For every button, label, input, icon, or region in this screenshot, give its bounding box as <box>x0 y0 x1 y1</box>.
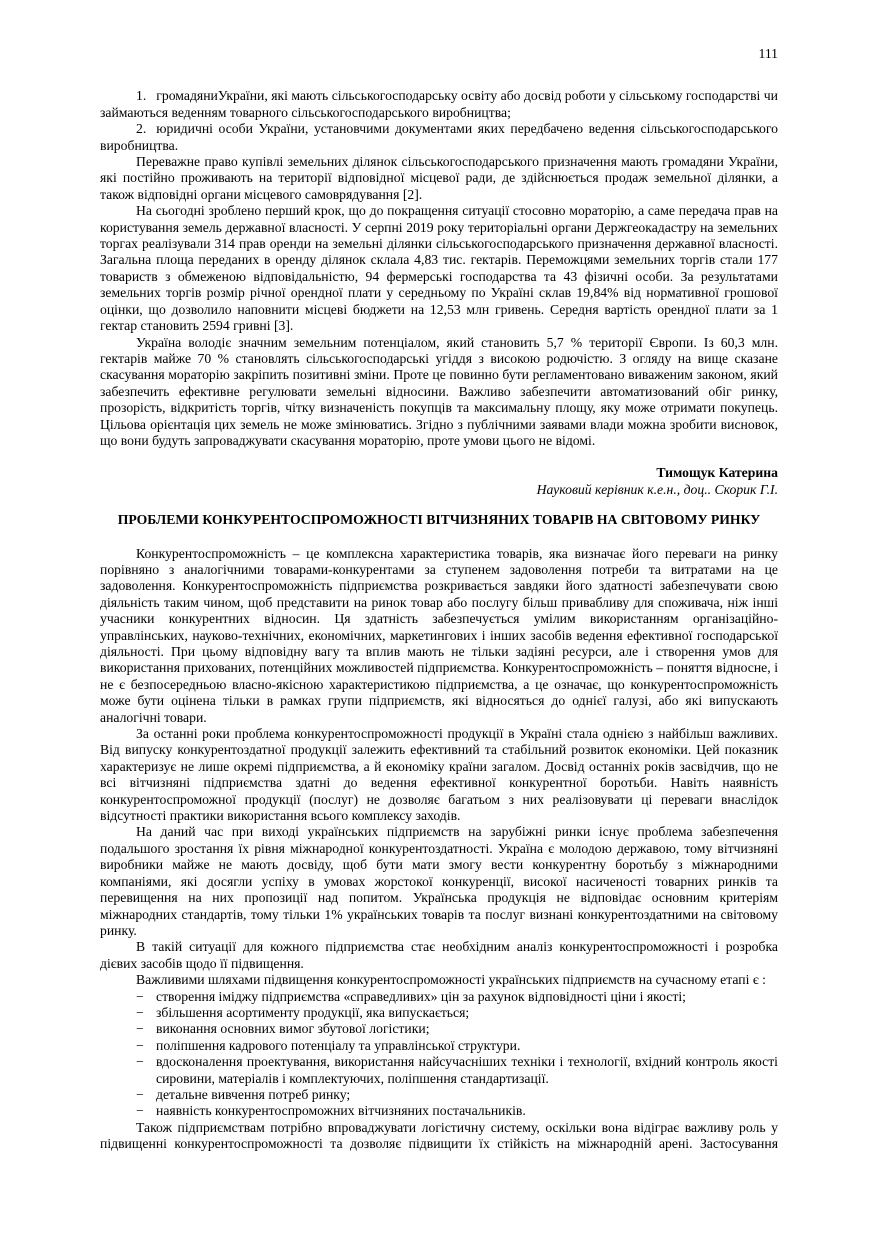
dash-marker: − <box>136 1021 144 1037</box>
byline <box>100 465 778 498</box>
bullet-item <box>100 1038 778 1054</box>
bullet-item <box>100 1103 778 1119</box>
dash-marker: − <box>136 1086 144 1102</box>
bullet-item <box>100 1087 778 1103</box>
bullet-item <box>100 1021 778 1037</box>
dash-marker: − <box>136 1004 144 1020</box>
bullet-list-intro: Важливими шляхами підвищення конкурентоспроможності українських підприємств на сучасному етапі є : <box>136 972 766 988</box>
body-paragraph: Україна володіє значним земельним потенціалом, який становить 5,7 % території Європи. Із 60,3 млн. гектарів майже 70 % становлять сільськогосподарські угіддя з високою родючістю. З огляду на вище сказане скасування мораторію закріпить позитивні зміни. Проте це повинно бути регламентовано виваженим законом, який забезпечить ефективне регулювати земельні відносини. Важливо забезпечити автоматизований обіг ринку, прозорість, відкритість торгів, чітку визначеність покупців та максимальну площу, яку може отримати покупець. Цільова орієнтація цих земель не може змінюватись. Згідно з публічними заявами влади можна зробити висновок, що вони будуть запроваджувати скасування мораторію, проте умови цього не відомі. <box>100 334 778 448</box>
list-item-number: 1. <box>136 88 147 104</box>
article-title: ПРОБЛЕМИ КОНКУРЕНТОСПРОМОЖНОСТІ ВІТЧИЗНЯНИХ ТОВАРІВ НА СВІТОВОМУ РИНКУ <box>117 512 761 528</box>
list-item-number: 2. <box>136 121 147 137</box>
body-paragraph: Переважне право купівлі земельних ділянок сільськогосподарського призначення мають громадяни України, які постійно проживають на території відповідної місцевої ради, де здійснюється продаж земельної ділянки, а також відповідні органи місцевого самоврядування [2]. <box>100 154 778 202</box>
bullet-text: вдосконалення проектування, використання найсучасніших техніки і технології, вхідний контроль якості сировини, матеріалів і комплектуючих, поліпшення стандартизації. <box>156 1054 778 1086</box>
bullet-text: поліпшення кадрового потенціалу та управлінської структури. <box>156 1037 521 1053</box>
body-paragraph: На сьогодні зроблено перший крок, що до покращення ситуації стосовно мораторію, а саме передача прав на користування земель державної власності. У серпні 2019 року територіальні органи Держгеокадастру на земельних торгах реалізували 314 прав оренди на земельні ділянки сільськогосподарського призначення державної власності. Загальна площа переданих в оренду ділянок склала 4,83 тис. гектарів. Переможцями земельних торгів стали 177 товариств з обмеженою відповідальністю, 94 фермерські господарства та 43 фізичні особи. За результатами земельних торгів розмір річної орендної плати у середньому по Україні склав 19,84% від нормативної грошової оцінки, що дозволило наповнити місцеві бюджети на 12,53 млн гривень. Середня вартість орендної плати за 1 гектар становить 2594 гривні [3]. <box>100 203 778 334</box>
numbered-list-item <box>100 121 778 154</box>
bullet-text: детальне вивчення потреб ринку; <box>156 1086 351 1102</box>
bullet-text: виконання основних вимог збутової логістики; <box>156 1021 430 1037</box>
list-item-text: юридичні особи України, установчими документами яких передбачено ведення сільськогосподарського виробництва. <box>100 121 778 153</box>
supervisor-line: Науковий керівник к.е.н., доц.. Скорик Г.І. <box>536 481 778 497</box>
bullet-text: наявність конкурентоспроможних вітчизняних постачальників. <box>156 1103 526 1119</box>
dash-marker: − <box>136 988 144 1004</box>
bullet-item <box>100 1005 778 1021</box>
body-paragraph: Конкурентоспроможність – це комплексна характеристика товарів, яка визначає його переваги на ринку порівняно з аналогічними товарами-конкурентами за ступенем задоволення потреби та витратами на це задоволення. Конкурентоспроможність підприємства розкривається завдяки його здатності забезпечувати свою діяльність таким чином, щоб представити на ринок товар або послугу більш привабливу для споживача, ніж інші учасники конкурентних відносин. Ця здатність забезпечується умілим використанням організаційно-управлінських, науково-технічних, економічних, маркетингових і інших засобів ведення ефективної господарської діяльності. При цьому відповідну вагу та вплив мають не тільки задіяні ресурси, але і створення умов для використання прихованих, потенційних можливостей підприємства. Конкурентоспроможність – поняття відносне, і не є безпосередньою власно-якісною характеристикою підприємства, а це означає, що конкурентоспроможність може бути оцінена тільки в рамках групи підприємств, які відносяться до однієї галузі, або які випускають аналогічні товари. <box>100 545 778 725</box>
author-name: Тимощук Катерина <box>656 465 778 481</box>
bullet-text: збільшення асортименту продукції, яка випускається; <box>156 1004 470 1020</box>
body-paragraph: В такій ситуації для кожного підприємства стає необхідним аналіз конкурентоспроможності і розробка дієвих засобів щодо її підвищення. <box>100 939 778 971</box>
numbered-list-item <box>100 88 778 121</box>
closing-paragraph: Також підприємствам потрібно впроваджувати логістичну систему, оскільки вона відіграє важливу роль у підвищенні конкурентоспроможності та дозволяє підвищити їх стійкість на міжнародній арені. Застосування <box>100 1119 778 1152</box>
dash-marker: − <box>136 1037 144 1053</box>
body-paragraph: За останні роки проблема конкурентоспроможності продукції в Україні стала однією з найбільш важливих. Від випуску конкурентоздатної продукції залежить ефективний та стабільний розвиток економіки. Цей показник характеризує не лише окремі підприємства, а й економіку країни загалом. Досвід останніх років засвідчив, що не всі вітчизняні підприємства здатні до ведення ефективної конкурентної боротьби. Навіть наявність конкурентоспроможної продукції (послуг) не дозволяє багатьом з них реалізовувати ці переваги внаслідок відсутності практики використання всього комплексу заходів. <box>100 726 778 824</box>
bullet-text: створення іміджу підприємства «справедливих» цін за рахунок відповідності ціни і якості; <box>156 988 686 1004</box>
page-number: 111 <box>758 46 778 61</box>
list-item-text: громадяниУкраїни, які мають сільськогосподарську освіту або досвід роботи у сільському господарстві чи займаються веденням товарного сільськогосподарського виробництва; <box>100 88 778 120</box>
dash-marker: − <box>136 1103 144 1119</box>
bullet-item <box>100 989 778 1005</box>
body-paragraph: На даний час при виході українських підприємств на зарубіжні ринки існує проблема забезпечення подальшого зростання їх рівня міжнародної конкурентоздатності. Україна є молодою державою, тому вітчизняні виробники майже не мають досвіду, щоб бути мати змогу вести конкурентну боротьбу з міжнародними компаніями, які досягли успіху в умовах жорстокої конкуренції, високої насиченості товарних ринків та перевищення на них пропозиції над попитом. Українська продукція не відповідає основним критеріям міжнародних стандартів, тому тільки 1% українських товарів та послуг визнані конкурентоздатними на світовому ринку. <box>100 824 778 938</box>
dash-marker: − <box>136 1054 144 1070</box>
bullet-item <box>100 1054 778 1087</box>
bullet-list <box>100 989 778 1120</box>
